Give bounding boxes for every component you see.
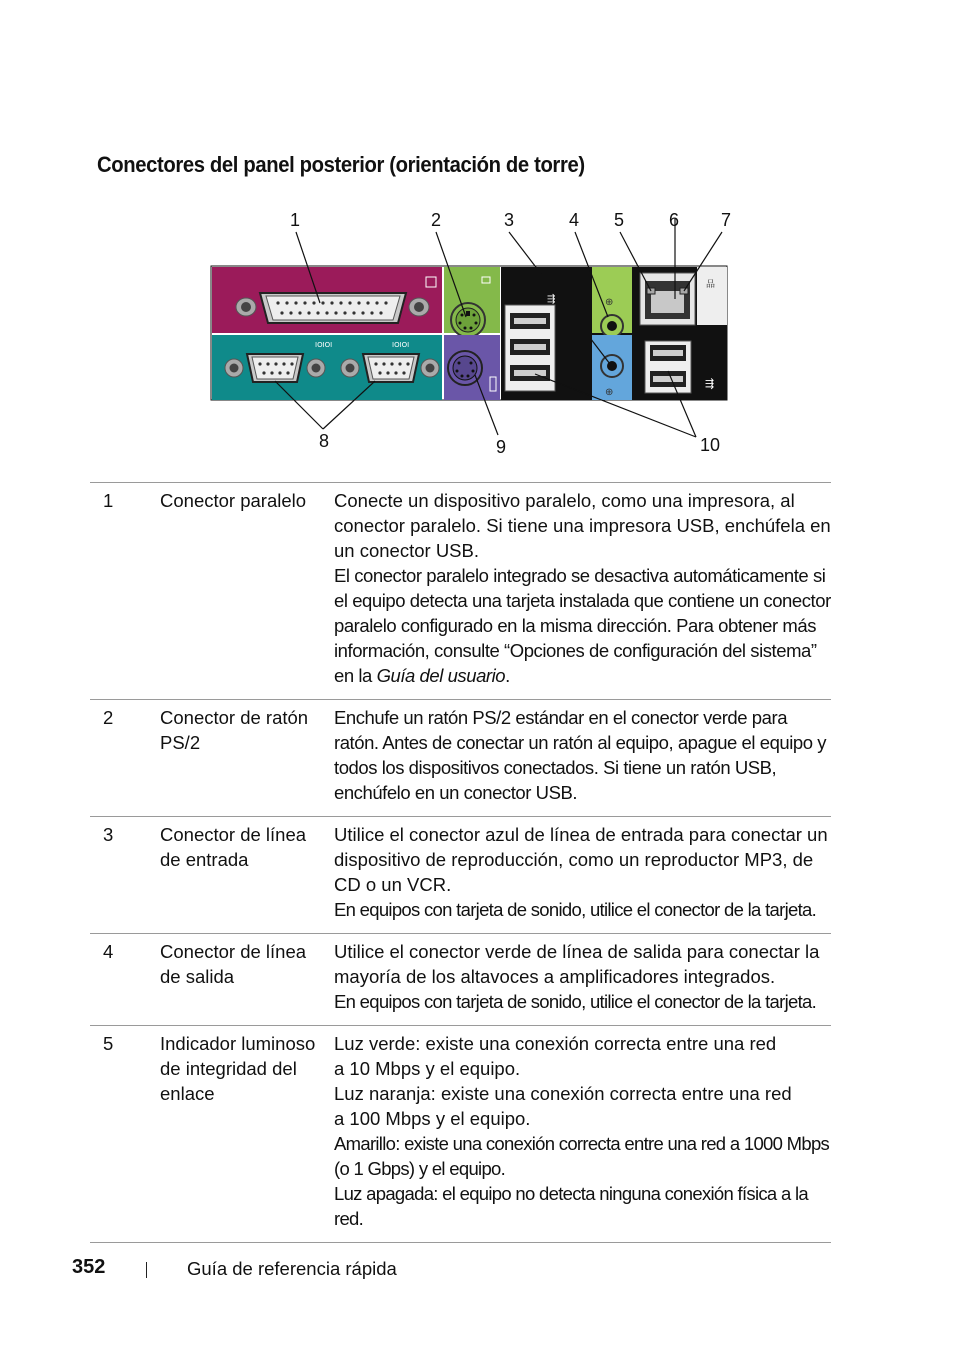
svg-text:IOIOI: IOIOI [392, 341, 410, 349]
row-description: Luz verde: existe una conexión correcta entre una red a 10 Mbps y el equipo. Luz naranja: existe una conexión correcta entre una red a 100 Mbps y el equipo. Amarillo: existe una conexión correcta entre una red a 1000 Mbps (o 1 Gbps) y el equipo. Luz apagada: el equipo no detecta ninguna conexión física a la red. [334, 1033, 830, 1229]
row-description: Conecte un dispositivo paralelo, como una impresora, al conector paralelo. Si tiene una impresora USB, enchúfela en un conector USB. El conector paralelo integrado se desactiva automáticamente si el equipo detecta una tarjeta instalada que contiene un conector paralelo configurado en la misma dirección. Para obtener más información, consulte “Opciones de configuración del sistema” en la Guía del usuario. [334, 490, 831, 686]
callout-8: 8 [319, 431, 330, 451]
row-description: Enchufe un ratón PS/2 estándar en el conector verde para ratón. Antes de conectar un ratón al equipo, apague el equipo y todos los dispositivos conectados. Si tiene un ratón USB, enchúfelo en un conector USB. [334, 707, 827, 803]
footer-section-title: Guía de referencia rápida [187, 1258, 397, 1279]
row-name: Conector paralelo [160, 490, 307, 511]
rear-panel-diagram [190, 205, 750, 465]
callout-5: 5 [614, 210, 625, 230]
usb-stack-left [505, 305, 555, 391]
row-description: Utilice el conector azul de línea de entrada para conectar un dispositivo de reproducción, como un reproductor MP3, de CD o un VCR. En equipos con tarjeta de sonido, utilice el conector de la tarjeta. [334, 824, 828, 920]
usb-stack-right [645, 341, 691, 393]
row-name: Conector de ratón PS/2 [160, 707, 309, 753]
connector-table [90, 482, 831, 1243]
table-row [90, 700, 831, 817]
row-description: Utilice el conector verde de línea de salida para conectar la mayoría de los altavoces a amplificadores integrados. En equipos con tarjeta de sonido, utilice el conector de la tarjeta. [334, 941, 820, 1012]
row-name: Conector de línea de entrada [160, 824, 307, 870]
table-row [90, 934, 831, 1026]
table-row [90, 483, 831, 700]
page-title: Conectores del panel posterior (orientación de torre) [97, 152, 585, 177]
svg-text:⊕: ⊕ [605, 297, 614, 308]
svg-text:⇶: ⇶ [705, 377, 715, 390]
table-row [90, 1026, 831, 1243]
row-name: Conector de línea de salida [160, 941, 307, 987]
svg-text:⊕: ⊕ [605, 387, 614, 398]
network-port [640, 273, 695, 325]
svg-text:品: 品 [706, 280, 716, 290]
page-number: 352 [72, 1256, 106, 1278]
callout-10: 10 [700, 435, 721, 455]
callout-7: 7 [721, 210, 732, 230]
callout-6: 6 [669, 210, 680, 230]
row-number: 5 [103, 1033, 114, 1054]
callout-4: 4 [569, 210, 580, 230]
callout-2: 2 [431, 210, 442, 230]
callout-9: 9 [496, 437, 507, 457]
table-row [90, 817, 831, 934]
row-number: 2 [103, 707, 114, 728]
callout-1: 1 [290, 210, 301, 230]
row-number: 1 [103, 490, 114, 511]
row-number: 3 [103, 824, 114, 845]
row-number: 4 [103, 941, 114, 962]
row-name: Indicador luminoso de integridad del enlace [160, 1033, 316, 1104]
footer-divider [146, 1262, 147, 1278]
callout-3: 3 [504, 210, 515, 230]
svg-text:⇶: ⇶ [547, 294, 556, 305]
svg-text:IOIOI: IOIOI [315, 341, 333, 349]
